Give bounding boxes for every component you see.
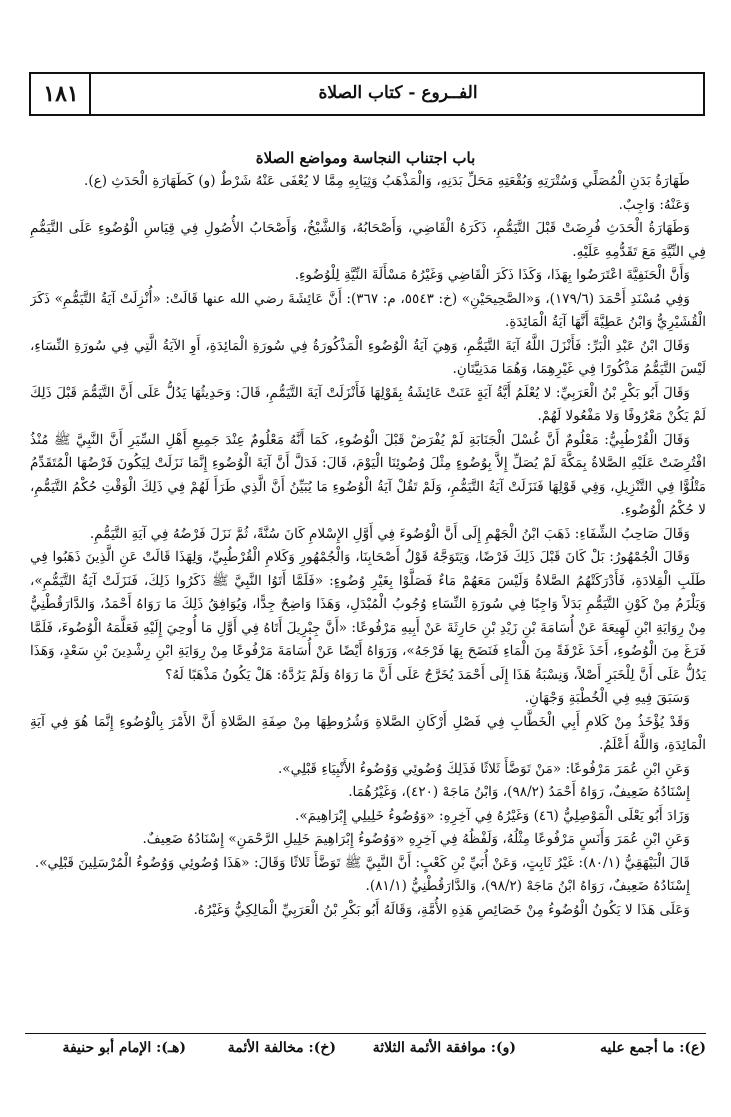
paragraph: طَهَارَةُ بَدَنِ الْمُصَلِّي وَسُتْرَتِهِ وَبُقْعَتِهِ مَحَلِّ بَدَنِهِ، وَالْمَذْهَبُ وَثِيَابِهِ مِمَّا لا يُعْفَى عَنْهُ شَرْطٌ (و) كَطَهَارَةِ الْحَدَثِ (ع). <box>84 173 690 189</box>
paragraph: وَقَالَ ابْنُ عَبْدِ الْبَرِّ: فَأَنْزَلَ اللَّهُ آيَةَ التَّيَمُّمِ، وَهِيَ آيَةُ الْوُضُوءِ الْمَذْكُورَةُ فِي سُورَةِ الْمَائِدَةِ، أَوِ الآيَةُ الَّتِي فِي سُورَةِ النِّسَاءِ، لَيْسَ التَّيَمُّمُ مَذْكُورًا فِي غَيْرِهِمَا، وَهُمَا مَدَنِيَّتَانِ. <box>30 337 706 377</box>
paragraph: وَسَبَقَ فِيهِ فِي الْخُطْبَةِ وَجْهَانِ. <box>524 690 690 706</box>
paragraph: وَقَالَ أَبُو بَكْرِ بْنُ الْعَرَبِيِّ: لا يُعْلَمُ أَيَّةُ آيَةٍ عَنَتْ عَائِشَةُ بِقَوْلِهَا فَأَنْزَلَتْ آيَةَ التَّيَمُّمِ، قَالَ: وَحَدِيثُهَا يَدُلُّ عَلَى أَنَّ التَّيَمُّمَ قَبْلَ ذَلِكَ لَمْ يَكُنْ مَعْرُوفًا وَلا مَفْعُولا لَهُمْ. <box>30 384 706 424</box>
section-title: باب اجتناب النجاسة ومواضع الصلاة <box>255 149 476 167</box>
paragraph: قَالَ الْبَيْهَقِيُّ (٨٠/١): غَيْرُ ثَابِتٍ، وَعَنْ أُبَيِّ بْنِ كَعْبٍ: أَنَّ النَّبِيَّ ﷺ تَوَضَّأَ ثَلاثًا وَقَالَ: «هَذَا وُضُوئِي وَوُضُوءُ الْمُرْسَلِينَ قَبْلِي». <box>34 854 690 871</box>
page-number: ١٨١ <box>43 81 79 107</box>
paragraph: وَعَنْهُ: وَاجِبٌ. <box>618 196 690 213</box>
paragraph: وَعَلَى هَذَا لا يَكُونُ الْوُضُوءُ مِنْ خَصَائِصِ هَذِهِ الأُمَّةِ، وَقَالَهُ أَبُو بَكْرِ بْنُ الْعَرَبِيِّ الْمَالِكِيُّ وَغَيْرُهُ. <box>193 901 690 918</box>
paragraph: وَفِي مُسْنَدِ أَحْمَدَ (١٧٩/٦)، وَ«الصَّحِيحَيْنِ» (خ: ٥٥٤٣، م: ٣٦٧): أَنَّ عَائِشَةَ رضي الله عنها قَالَتْ: «أُنْزِلَتْ آيَةُ التَّيَمُّمِ» ذَكَرَ الْقُشَيْرِيُّ وَابْنُ عَطِيَّةَ أَنَّهَا آيَةُ الْمَائِدَةِ. <box>30 290 706 330</box>
paragraph: وَطَهَارَةُ الْحَدَثِ فُرِضَتْ قَبْلَ التَّيَمُّمِ، ذَكَرَهُ الْقَاضِي، وَأَصْحَابُهُ، وَالشَّيْخُ، وَأَصْحَابُ الأُصُولِ فِي قِيَاسِ الْوُضُوءِ عَلَى التَّيَمُّمِ فِي النِّيَّةِ مَعَ تَقَدُّمِهِ عَلَيْهِ. <box>30 220 706 260</box>
paragraph: وَعَنِ ابْنِ عُمَرَ وَأَنَسٍ مَرْفُوعًا مِثْلُهُ، وَلَفْظُهُ فِي آخِرِهِ «وَوُضُوءُ إِبْرَاهِيمَ خَلِيلِ الرَّحْمَنِ» إِسْنَادُهُ ضَعِيفٌ. <box>142 831 690 847</box>
body-text <box>30 170 706 1018</box>
paragraph: وَزَادَ أَبُو يَعْلَى الْمَوْصِلِيُّ (٤٦) وَغَيْرُهُ فِي آخِرِهِ: «وَوُضُوءُ خَلِيلِي إِبْرَاهِيمَ». <box>295 807 690 824</box>
page-header <box>29 72 705 116</box>
header-divider <box>89 74 91 114</box>
paragraph: إِسْنَادُهُ ضَعِيفٌ، رَوَاهُ ابْنُ مَاجَهْ (٩٨/٢)، وَالدَّارَقُطْنِيُّ (٨١/١). <box>365 878 690 894</box>
paragraph: وَقَالَ صَاحِبُ الشِّفَاءِ: ذَهَبَ ابْنُ الْجَهْمِ إِلَى أَنَّ الْوُضُوءَ فِي أَوَّلِ الإِسْلامِ كَانَ سُنَّةً، ثُمَّ نَزَلَ فَرْضُهُ فِي آيَةِ التَّيَمُّمِ. <box>89 525 690 542</box>
paragraph: وَأَنَّ الْحَنَفِيَّةَ اعْتَرَضُوا بِهَذَا، وَكَذَا ذَكَرَ الْقَاضِي وَغَيْرُهُ مَسْأَلَةَ النِّيَّةِ لِلْوُضُوءِ. <box>294 267 690 283</box>
footer-legend <box>30 1040 706 1100</box>
footer-rule <box>25 1033 706 1034</box>
paragraph: وَقَدْ يُؤْخَذُ مِنْ كَلامِ أَبِي الْخَطَّابِ فِي فَصْلِ أَرْكَانِ الصَّلاةِ وَشُرُوطِهَا مِنْ صِفَةِ الصَّلاةِ أَنَّ الأَمْرَ بِالْوُضُوءِ إِنَّمَا هُوَ فِي آيَةِ الْمَائِدَةِ، وَاللَّهُ أَعْلَمُ. <box>30 713 706 753</box>
paragraph: وَعَنِ ابْنِ عُمَرَ مَرْفُوعًا: «مَنْ تَوَضَّأَ ثَلاثًا فَذَلِكَ وُضُوئِي وَوُضُوءُ الأَنْبِيَاءِ قَبْلِي». <box>277 760 690 777</box>
paragraph: إِسْنَادُهُ ضَعِيفٌ، رَوَاهُ أَحْمَدُ (٩٨/٢)، وَابْنُ مَاجَهْ (٤٢٠)، وَغَيْرُهُمَا. <box>348 784 690 800</box>
legend-abu-hanifa: (هـ): الإمام أبو حنيفة <box>62 1040 186 1056</box>
legend-consensus: (ع): ما أجمع عليه <box>600 1040 706 1056</box>
paragraph: وَقَالَ الْقُرْطُبِيُّ: مَعْلُومٌ أَنَّ غُسْلَ الْجَنَابَةِ لَمْ يُفْرَضْ قَبْلَ الْوُضُوءِ، كَمَا أَنَّهُ مَعْلُومٌ عِنْدَ جَمِيعِ أَهْلِ السِّيَرِ أَنَّ النَّبِيَّ ﷺ مُنْذُ افْتُرِضَتْ عَلَيْهِ الصَّلاةُ بِمَكَّةَ لَمْ يُصَلِّ إِلاَّ بِوُضُوءٍ مِثْلَ وُضُوئِنَا الْيَوْمَ، قَالَ: فَدَلَّ أَنَّ آيَةَ الْوُضُوءِ إِنَّمَا نَزَلَتْ لِيَكُونَ فَرْضُهَا الْمُتَقَدِّمُ مَتْلُوًّا فِي التَّنْزِيلِ، وَفِي قَوْلِهَا فَنَزَلَتْ آيَةُ التَّيَمُّمِ، وَلَمْ تَقُلْ آيَةُ الْوُضُوءِ مَا يُبَيِّنُ أَنَّ الَّذِي طَرَأَ لَهُمْ فِي ذَلِكَ الْوَقْتِ حُكْمُ التَّيَمُّمِ، لا حُكْمُ الْوُضُوءِ. <box>30 431 706 518</box>
running-title: الفــروع - كتاب الصلاة <box>318 83 478 103</box>
paragraph: وَقَالَ الْجُمْهُورُ: بَلْ كَانَ قَبْلَ ذَلِكَ فَرْضًا، وَيَتَوَجَّهُ قَوْلُ أَصْحَابِنَا، وَالْجُمْهُورِ وَكَلامِ الْقُرْطُبِيِّ، وَلِهَذَا قَالَتْ عَنِ الَّذِينَ ذَهَبُوا فِي طَلَبِ الْقِلادَةِ، فَأَدْرَكَتْهُمُ الصَّلاةُ وَلَيْسَ مَعَهُمْ مَاءٌ فَصَلَّوْا بِغَيْرِ وُضُوءٍ: «فَلَمَّا أَتَوُا النَّبِيَّ ﷺ ذَكَرُوا ذَلِكَ، فَنَزَلَتْ آيَةُ التَّيَمُّمِ»، وَيَلْزَمُ مِنْ كَوْنِ التَّيَمُّمِ بَدَلاً وَاجِبًا فِي سُورَةِ النِّسَاءِ وُجُوبُ الْمُبْدَلِ، وَهَذَا وَاضِحٌ جِدًّا، وَيُوَافِقُ ذَلِكَ مَا رَوَاهُ أَحْمَدُ، وَالدَّارَقُطْنِيُّ مِنْ رِوَايَةِ ابْنِ لَهِيعَةَ عَنْ أُسَامَةَ بْنِ زَيْدِ بْنِ حَارِثَةَ عَنْ أَبِيهِ مَرْفُوعًا: «أَنَّ جِبْرِيلَ أَتَاهُ فِي أَوَّلِ مَا أُوحِيَ إِلَيْهِ فَعَلَّمَهُ الْوُضُوءَ، فَلَمَّا فَرَغَ مِنَ الْوُضُوءِ، أَخَذَ غَرْفَةً مِنَ الْمَاءِ فَنَضَحَ بِهَا فَرْجَهُ»، وَرَوَاهُ أَيْضًا عَنْ أُسَامَةَ مَرْفُوعًا مِنْ رِوَايَةِ ابْنِ رِشْدِينَ بْنِ سَعْدٍ، وَهَذَا يَدُلُّ عَلَى أَنَّ لِلْخَبَرِ أَصْلاً، وَنِسْبَةُ هَذَا إِلَى أَحْمَدَ يُخَرَّجُ عَلَى أَنَّ مَا رَوَاهُ وَلَمْ يَرُدَّهُ: هَلْ يَكُونُ مَذْهَبًا لَهُ؟ <box>30 549 706 683</box>
legend-agreement: (و): موافقة الأئمة الثلاثة <box>372 1040 516 1056</box>
legend-disagreement: (خ): مخالفة الأئمة <box>227 1040 336 1056</box>
